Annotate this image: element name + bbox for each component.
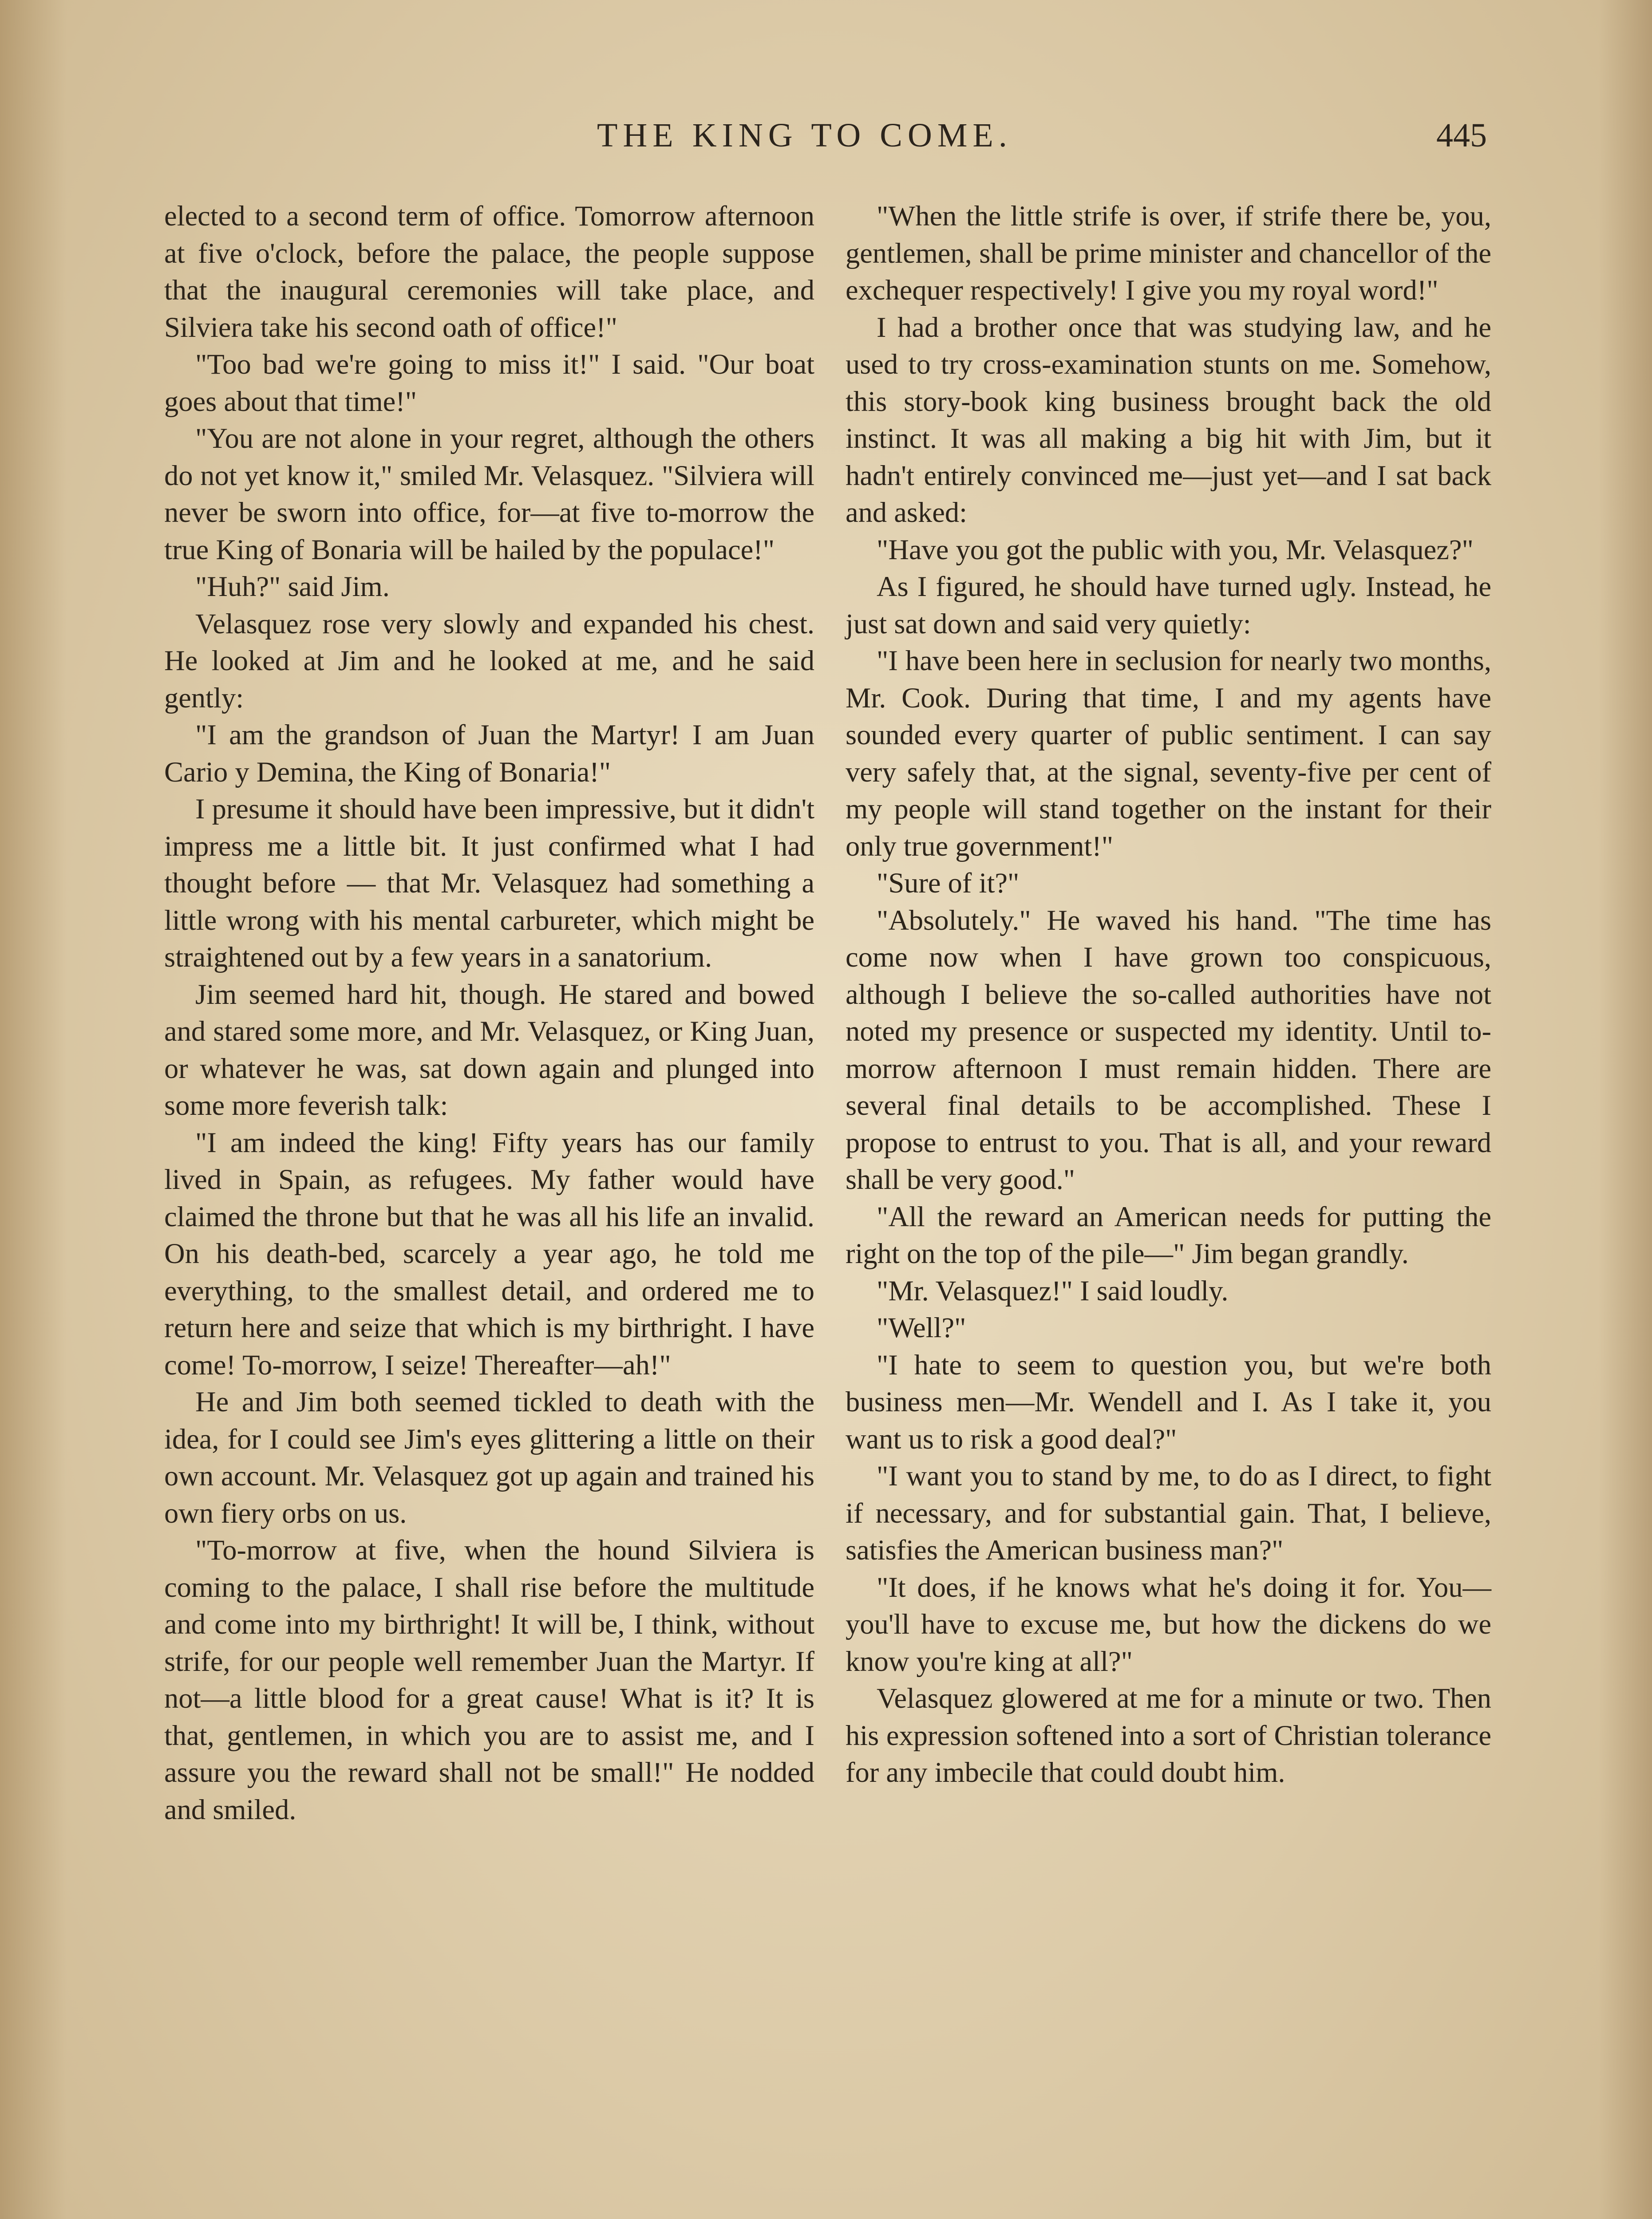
paragraph: "Too bad we're going to miss it!" I said. "Our boat goes about that time!" xyxy=(164,348,814,417)
paragraph: Velasquez glowered at me for a minute or two. Then his expression softened into a sort of Christian tolerance for any imbecile that could doubt him. xyxy=(846,1682,1491,1788)
paragraph: "When the little strife is over, if strife there be, you, gentlemen, shall be prime minister and chancellor of the exchequer respectively! I give you my royal word!" xyxy=(846,200,1491,306)
paragraph: "I hate to seem to question you, but we're both business men—Mr. Wendell and I. As I take it, you want us to risk a good deal?" xyxy=(846,1349,1491,1455)
paragraph: "Absolutely." He waved his hand. "The time has come now when I have grown too conspicuous, although I believe the so-called authorities have not noted my presence or suspected my identity. Until to-morrow afternoon I must remain hidden. There are several final details to be accomplished. These I propose to entrust to you. That is all, and your reward shall be very good." xyxy=(846,904,1491,1195)
paragraph: "You are not alone in your regret, although the others do not yet know it," smiled Mr. Velasquez. "Silviera will never be sworn into office, for—at five to-morrow the true King of Bonaria will be hailed by the populace!" xyxy=(164,422,814,565)
paragraph: "I have been here in seclusion for nearly two months, Mr. Cook. During that time, I and my agents have sounded every quarter of public sentiment. I can say very safely that, at the signal, seventy-five per cent of my people will stand together on the instant for their only true government!" xyxy=(846,645,1491,862)
running-title: THE KING TO COME. xyxy=(597,117,1012,154)
paragraph: "Have you got the public with you, Mr. Velasquez?" xyxy=(877,533,1474,565)
page-header xyxy=(0,116,1652,170)
paragraph: As I figured, he should have turned ugly. Instead, he just sat down and said very quietly: xyxy=(846,571,1491,640)
paragraph: Velasquez rose very slowly and expanded his chest. He looked at Jim and he looked at me, and he said gently: xyxy=(164,608,814,714)
page-edge-stain-right xyxy=(1599,0,1652,2219)
paragraph: "I am indeed the king! Fifty years has our family lived in Spain, as refugees. My father would have claimed the throne but that he was all his life an invalid. On his death-bed, scarcely a year ago, he told me everything, to the smallest detail, and ordered me to return here and seize that which is my birthright. I have come! To-morrow, I seize! Thereafter—ah!" xyxy=(164,1126,814,1381)
left-text-column xyxy=(164,197,814,2219)
right-text-column xyxy=(846,197,1491,2219)
paragraph: "I want you to stand by me, to do as I direct, to fight if necessary, and for substantial gain. That, I believe, satisfies the American business man?" xyxy=(846,1460,1491,1566)
paragraph: I presume it should have been impressive, but it didn't impress me a little bit. It just confirmed what I had thought before — that Mr. Velasquez had something a little wrong with his mental carbureter, which might be straightened out by a few years in a sanatorium. xyxy=(164,793,814,973)
paragraph: "It does, if he knows what he's doing it for. You—you'll have to excuse me, but how the dickens do we know you're king at all?" xyxy=(846,1571,1491,1677)
paragraph: elected to a second term of office. Tomorrow afternoon at five o'clock, before the palace, the people suppose that the inaugural ceremonies will take place, and Silviera take his second oath of office!" xyxy=(164,200,814,343)
paragraph: "Well?" xyxy=(877,1312,966,1343)
paragraph: "Mr. Velasquez!" I said loudly. xyxy=(877,1275,1229,1307)
paragraph: I had a brother once that was studying law, and he used to try cross-examination stunts on me. Somehow, this story-book king business brought back the old instinct. It was all making a big hit with Jim, but it hadn't entirely convinced me—just yet—and I sat back and asked: xyxy=(846,311,1491,528)
paragraph: Jim seemed hard hit, though. He stared and bowed and stared some more, and Mr. Velasquez, or King Juan, or whatever he was, sat down again and plunged into some more feverish talk: xyxy=(164,978,814,1121)
paragraph: "I am the grandson of Juan the Martyr! I am Juan Cario y Demina, the King of Bonaria!" xyxy=(164,719,814,788)
paragraph: "To-morrow at five, when the hound Silviera is coming to the palace, I shall rise before the multitude and come into my birthright! It will be, I think, without strife, for our people well remember Juan the Martyr. If not—a little blood for a great cause! What is it? It is that, gentlemen, in which you are to assist me, and I assure you the reward shall not be small!" He nodded and smiled. xyxy=(164,1534,814,1825)
page-number: 445 xyxy=(1436,117,1487,154)
paragraph: "Huh?" said Jim. xyxy=(195,571,390,602)
paragraph: "All the reward an American needs for putting the right on the top of the pile—" Jim began grandly. xyxy=(846,1200,1491,1269)
paragraph: He and Jim both seemed tickled to death with the idea, for I could see Jim's eyes glittering a little on their own account. Mr. Velasquez got up again and trained his own fiery orbs on us. xyxy=(164,1386,814,1529)
paragraph: "Sure of it?" xyxy=(877,867,1020,899)
page-edge-stain-left xyxy=(0,0,67,2219)
